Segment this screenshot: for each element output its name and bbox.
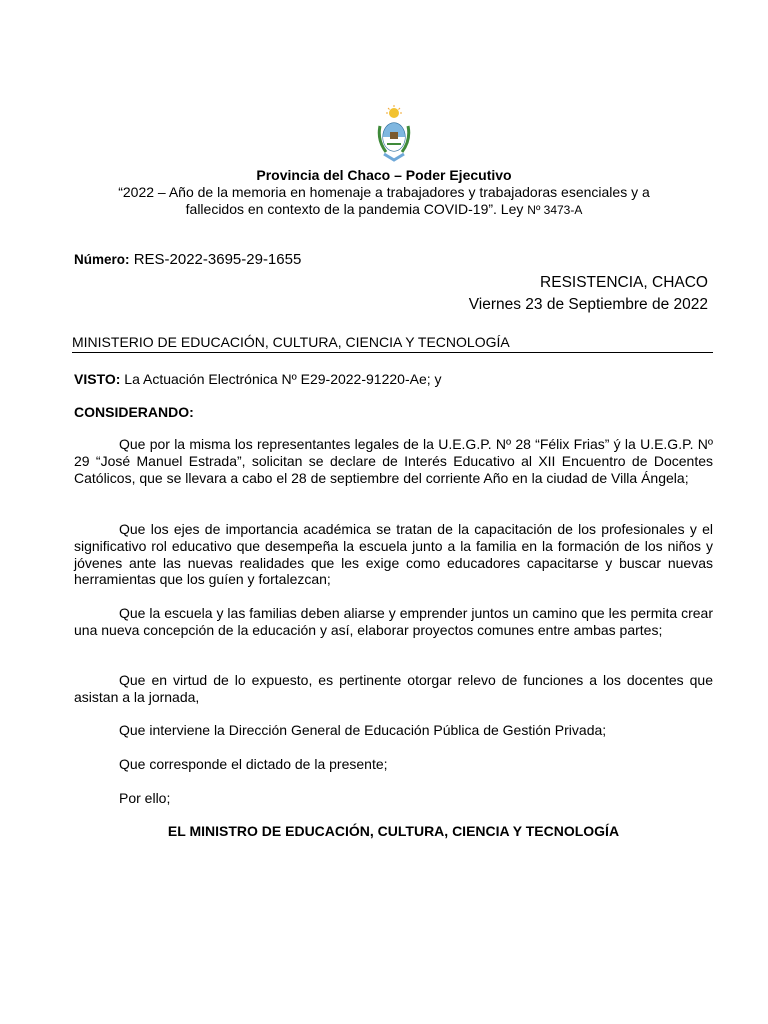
considerando-heading: CONSIDERANDO: — [74, 404, 194, 420]
closing-heading: EL MINISTRO DE EDUCACIÓN, CULTURA, CIENCIA Y TECNOLOGÍA — [167, 823, 620, 839]
document-motto — [60, 184, 708, 219]
paragraph-6: Que corresponde el dictado de la presente; — [119, 756, 388, 772]
paragraph-1: Que por la misma los representantes legales de la U.E.G.P. Nº 28 “Félix Frias” ý la U.E.G.P. Nº 29 “José Manuel Estrada”, solicitan se declare de Interés Educativo al XII Encuentro de Docentes Católicos, que se llevara a cabo el 28 de septiembre del corriente Año en la ciudad de Villa Ángela; — [74, 436, 713, 486]
resolution-number-value: RES-2022-3695-29-1655 — [133, 251, 302, 268]
paragraph-5: Que interviene la Dirección General de Educación Pública de Gestión Privada; — [119, 722, 607, 738]
motto-line-1: “2022 – Año de la memoria en homenaje a trabajadores y trabajadoras esenciales y a — [118, 184, 650, 200]
place-and-date — [469, 272, 708, 316]
date: Viernes 23 de Septiembre de 2022 — [468, 296, 708, 313]
document-title: Provincia del Chaco – Poder Ejecutivo — [256, 167, 512, 183]
motto-line-2: fallecidos en contexto de la pandemia COVID-19”. Ley — [185, 201, 528, 217]
city: RESISTENCIA, CHACO — [540, 274, 708, 291]
paragraph-2: Que los ejes de importancia académica se tratan de la capacitación de los profesionales y el significativo rol educativo que desempeña la escuela junto a la familia en la formación de los niños y jóvenes ante las nuevas realidades que les exige como educadores capacitarse y buscar nuevas herramientas que los guíen y fortalezcan; — [74, 521, 713, 588]
province-coat-of-arms-icon — [372, 104, 416, 164]
motto-law: Nº 3473-A — [527, 203, 583, 217]
visto-label: VISTO: — [74, 371, 121, 387]
resolution-number — [74, 251, 301, 269]
paragraph-4: Que en virtud de lo expuesto, es pertinente otorgar relevo de funciones a los docentes que asistan a la jornada, — [74, 672, 713, 705]
paragraph-3: Que la escuela y las familias deben aliarse y emprender juntos un camino que les permita crear una nueva concepción de la educación y así, elaborar proyectos comunes entre ambas partes; — [74, 605, 713, 638]
ministry-heading: MINISTERIO DE EDUCACIÓN, CULTURA, CIENCIA Y TECNOLOGÍA — [72, 334, 713, 353]
paragraph-7: Por ello; — [119, 790, 171, 806]
resolution-number-label: Número: — [74, 252, 130, 267]
visto-text: La Actuación Electrónica Nº E29-2022-91220-Ae; y — [120, 371, 442, 387]
visto-paragraph — [74, 371, 713, 388]
